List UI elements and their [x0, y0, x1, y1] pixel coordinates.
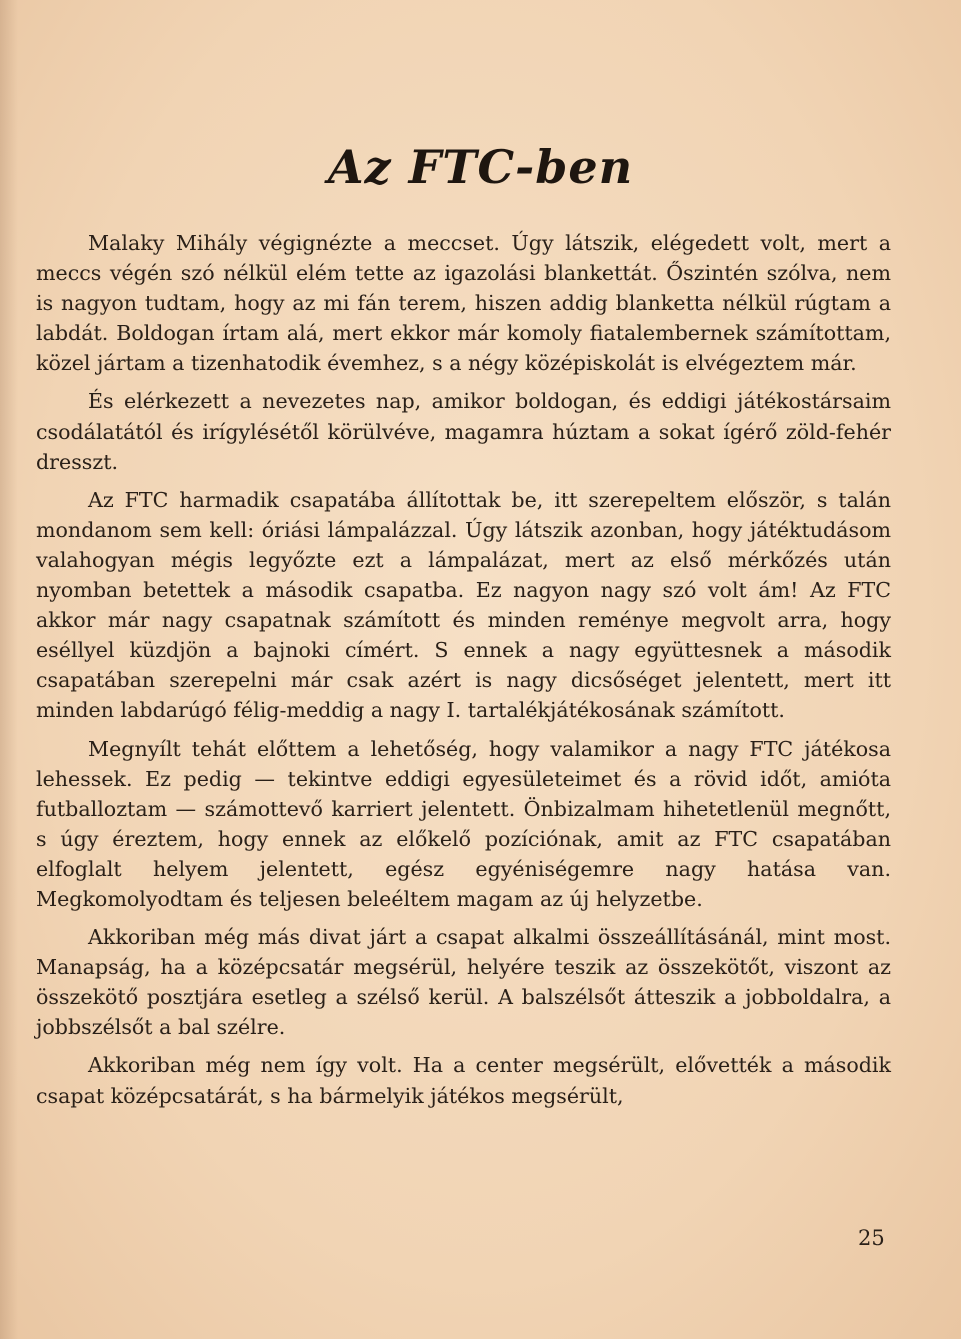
paragraph: Az FTC harmadik csapatába állítottak be, itt szerepeltem először, s talán mondanom sem kell: óriási lámpalázzal. Úgy látszik azonban, hogy játéktudásom valahogyan mégis legyőzte ezt a lámpalázat, mert az első mérkőzés után nyomban betettek a második csapatba. Ez nagyon nagy szó volt ám! Az FTC akkor már nagy csapatnak számított és minden reménye megvolt arra, hogy eséllyel küzdjön a bajnoki címért. S ennek a nagy együttesnek a második csapatában szerepelni már csak azért is nagy dicsőséget jelentett, mert itt minden labdarúgó félig-meddig a nagy I. tartalékjátékosának számított.	[36, 487, 891, 723]
chapter-title: Az FTC-ben	[327, 140, 634, 194]
page-edge-shadow	[0, 0, 18, 1339]
paragraph: Akkoriban még nem így volt. Ha a center megsérült, elővették a második csapat középcsatárát, s ha bármelyik játékos megsérült,	[36, 1053, 891, 1108]
paragraph: Akkoriban még más divat járt a csapat alkalmi összeállításánál, mint most. Manapság, ha a középcsatár megsérül, helyére teszik az összekötőt, viszont az összekötő posztjára esetleg a szélső kerül. A balszélsőt átteszik a jobboldalra, a jobbszélsőt a bal szélre.	[36, 925, 891, 1040]
paragraph: Megnyílt tehát előttem a lehetőség, hogy valamikor a nagy FTC játékosa lehessek. Ez pedig — tekintve eddigi egyesületeimet és a rövid időt, amióta futballoztam — számottevő karriert jelentett. Önbizalmam hihetetlenül megnőtt, s úgy éreztem, hogy ennek az előkelő pozíciónak, amit az FTC csapatában elfoglalt helyem jelentett, egész egyéniségemre nagy hatása van. Megkomolyodtam és teljesen beleéltem magam az új helyzetbe.	[36, 736, 891, 911]
page-number: 25	[858, 1226, 885, 1250]
paragraph: És elérkezett a nevezetes nap, amikor boldogan, és eddigi játékostársaim csodálatától és irígylésétől körülvéve, magamra húztam a sokat ígérő zöld-fehér dresszt.	[36, 389, 891, 474]
paragraph: Malaky Mihály végignézte a meccset. Úgy látszik, elégedett volt, mert a meccs végén szó nélkül elém tette az igazolási blankettát. Őszintén szólva, nem is nagyon tudtam, hogy az mi fán terem, hiszen addig blanketta nélkül rúgtam a labdát. Boldogan írtam alá, mert ekkor már komoly fiatalembernek számítottam, közel jártam a tizenhatodik évemhez, s a négy középiskolát is elvégeztem már.	[36, 231, 891, 376]
body-text	[36, 228, 891, 1119]
